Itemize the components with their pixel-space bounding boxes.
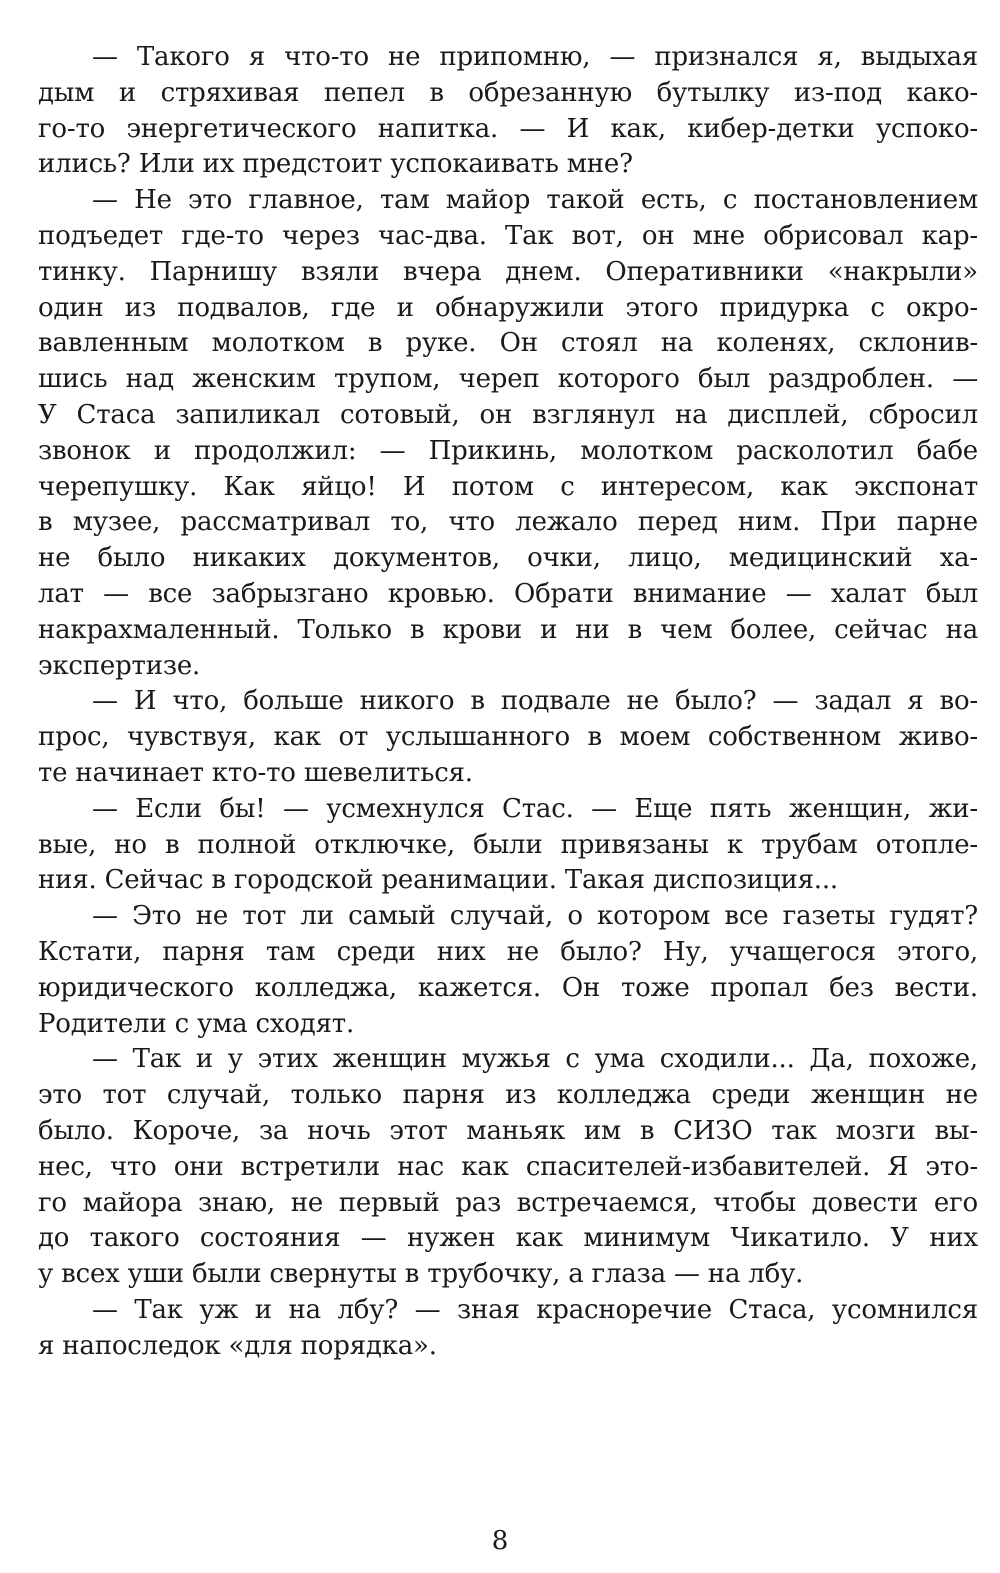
text-line: черепушку. Как яйцо! И потом с интересом, как экспонат: [38, 471, 978, 502]
text-line: это тот случай, только парня из колледжа среди женщин не: [38, 1080, 978, 1111]
text-line: Кстати, парня там среди них не было? Ну, учащегося этого,: [38, 936, 978, 967]
text-line: не было никаких документов, очки, лицо, медицинский ха-: [38, 543, 978, 574]
text-line: экспертизе.: [38, 650, 201, 681]
text-line: лат — все забрызгано кровью. Обрати внимание — халат был: [38, 578, 978, 609]
text-line: подъедет где-то через час-два. Так вот, он мне обрисовал кар-: [38, 220, 978, 251]
body-text: [38, 40, 978, 1364]
text-line: — Это не тот ли самый случай, о котором все газеты гудят?: [92, 901, 978, 932]
text-line: — Так уж и на лбу? — зная красноречие Стаса, усомнился: [92, 1294, 978, 1325]
text-line: У Стаса запиликал сотовый, он взглянул на дисплей, сбросил: [38, 399, 978, 430]
text-line: — Не это главное, там майор такой есть, с постановлением: [92, 185, 978, 216]
text-line: — Так и у этих женщин мужья с ума сходили... Да, похоже,: [92, 1044, 978, 1075]
text-line: звонок и продолжил: — Прикинь, молотком расколотил бабе: [38, 435, 978, 466]
text-line: — Такого я что-то не припомню, — признался я, выдыхая: [92, 42, 978, 72]
text-line: го майора знаю, не первый раз встречаемся, чтобы довести его: [38, 1187, 978, 1218]
text-line: тинку. Парнишу взяли вчера днем. Оперативники «накрыли»: [38, 256, 978, 287]
book-page: [38, 40, 978, 1364]
text-line: ились? Или их предстоит успокаивать мне?: [38, 149, 633, 180]
text-line: шись над женским трупом, череп которого был раздроблен. —: [38, 364, 978, 395]
text-line: юридического колледжа, кажется. Он тоже пропал без вести.: [38, 972, 978, 1003]
text-line: у всех уши были свернуты в трубочку, а глаза — на лбу.: [38, 1259, 804, 1290]
text-line: Родители с ума сходят.: [38, 1008, 355, 1039]
text-line: вавленным молотком в руке. Он стоял на коленях, склонив-: [38, 328, 978, 359]
text-line: — Если бы! — усмехнулся Стас. — Еще пять женщин, жи-: [92, 793, 978, 824]
text-line: — И что, больше никого в подвале не было? — задал я во-: [92, 686, 978, 717]
text-line: было. Короче, за ночь этот маньяк им в СИЗО так мозги вы-: [38, 1115, 978, 1146]
text-line: я напоследок «для порядка».: [38, 1330, 437, 1361]
page-number: 8: [491, 1526, 509, 1556]
text-line: те начинает кто-то шевелиться.: [38, 757, 473, 788]
text-line: ния. Сейчас в городской реанимации. Такая диспозиция...: [38, 865, 838, 896]
text-line: дым и стряхивая пепел в обрезанную бутылку из-под како-: [38, 77, 978, 108]
text-line: прос, чувствуя, как от услышанного в моем собственном живо-: [38, 722, 978, 753]
text-line: один из подвалов, где и обнаружили этого придурка с окро-: [38, 292, 978, 323]
text-line: до такого состояния — нужен как минимум Чикатило. У них: [38, 1223, 978, 1254]
text-line: в музее, рассматривал то, что лежало перед ним. При парне: [38, 507, 978, 538]
text-line: вые, но в полной отключке, были привязаны к трубам отопле-: [38, 829, 978, 860]
text-line: нес, что они встретили нас как спасителей-избавителей. Я это-: [38, 1151, 978, 1182]
text-line: го-то энергетического напитка. — И как, кибер-детки успоко-: [38, 113, 978, 144]
text-line: накрахмаленный. Только в крови и ни в чем более, сейчас на: [38, 614, 978, 645]
